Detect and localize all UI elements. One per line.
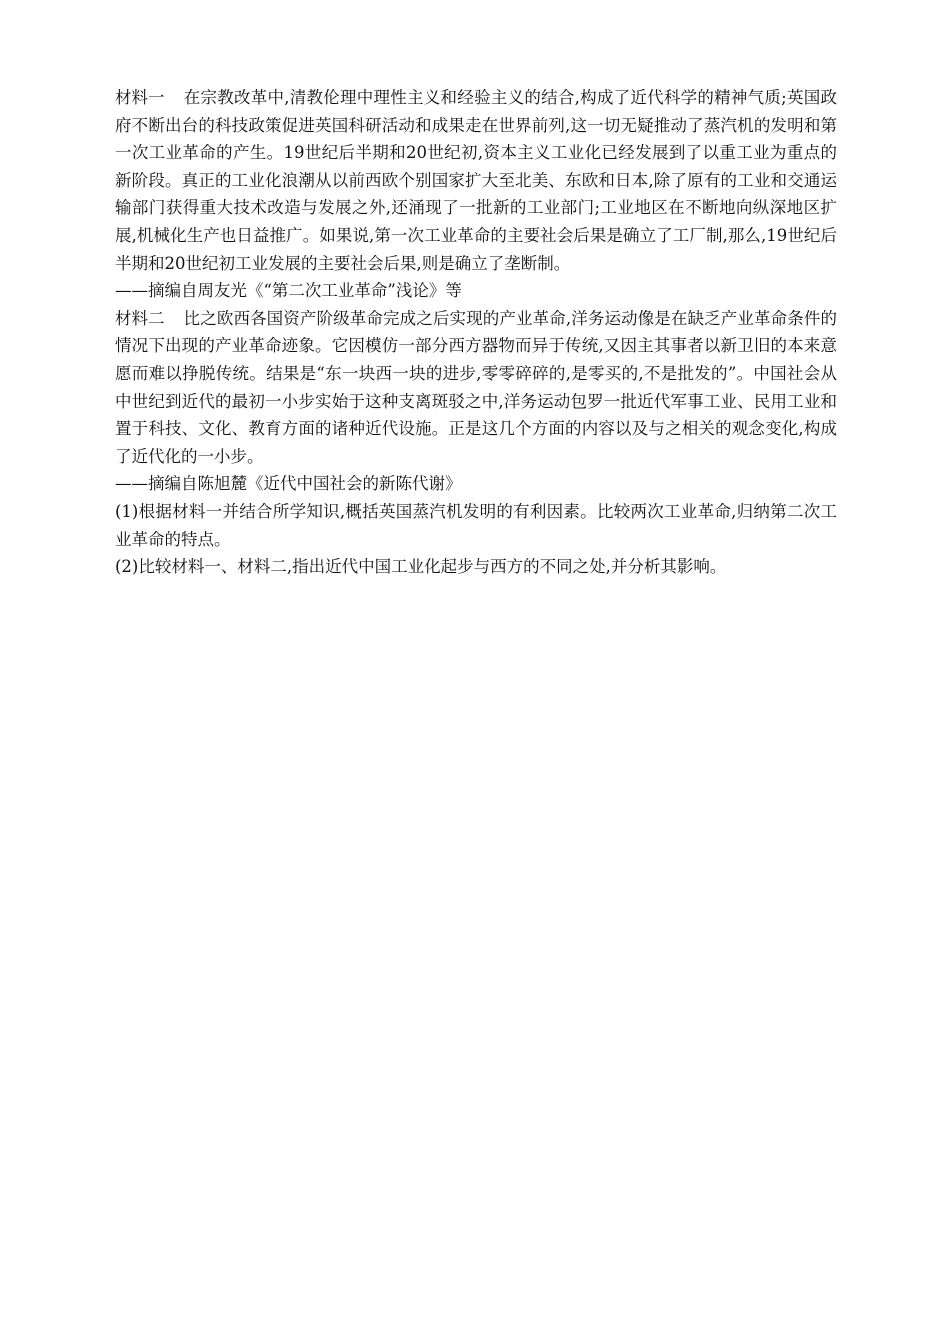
question-one: (1)根据材料一并结合所学知识,概括英国蒸汽机发明的有利因素。比较两次工业革命,归纳第二次工业革命的特点。 <box>115 501 837 549</box>
question-two: (2)比较材料一、材料二,指出近代中国工业化起步与西方的不同之处,并分析其影响。 <box>115 557 727 577</box>
material-two-source: ——摘编自陈旭麓《近代中国社会的新陈代谢》 <box>115 474 462 494</box>
material-two-paragraph <box>115 305 837 471</box>
material-two-label: 材料二 <box>115 308 165 328</box>
document-page <box>115 84 837 581</box>
material-one-label: 材料一 <box>115 88 165 107</box>
material-one-paragraph <box>115 84 837 277</box>
material-one-source: ——摘编自周友光《“第二次工业革命”浅论》等 <box>115 281 462 301</box>
material-one-text: 在宗教改革中,清教伦理中理性主义和经验主义的结合,构成了近代科学的精神气质;英国政府不断出台的科技政策促进英国科研活动和成果走在世界前列,这一切无疑推动了蒸汽机的发明和第一次工业革命的产生。19世纪后半期和20世纪初,资本主义工业化已经发展到了以重工业为重点的新阶段。真正的工业化浪潮从以前西欧个别国家扩大至北美、东欧和日本,除了原有的工业和交通运输部门获得重大技术改造与发展之外,还涌现了一批新的工业部门;工业地区在不断地向纵深地区扩展,机械化生产也日益推广。如果说,第一次工业革命的主要社会后果是确立了工厂制,那么,19世纪后半期和20世纪初工业发展的主要社会后果,则是确立了垄断制。 <box>115 88 837 273</box>
material-two-text: 比之欧西各国资产阶级革命完成之后实现的产业革命,洋务运动像是在缺乏产业革命条件的情况下出现的产业革命迹象。它因模仿一部分西方器物而异于传统,又因主其事者以新卫旧的本来意愿而难以挣脱传统。结果是“东一块西一块的进步,零零碎碎的,是零买的,不是批发的”。中国社会从中世纪到近代的最初一小步实始于这种支离斑驳之中,洋务运动包罗一批近代军事工业、民用工业和置于科技、文化、教育方面的诸种近代设施。正是这几个方面的内容以及与之相关的观念变化,构成了近代化的一小步。 <box>115 308 837 466</box>
